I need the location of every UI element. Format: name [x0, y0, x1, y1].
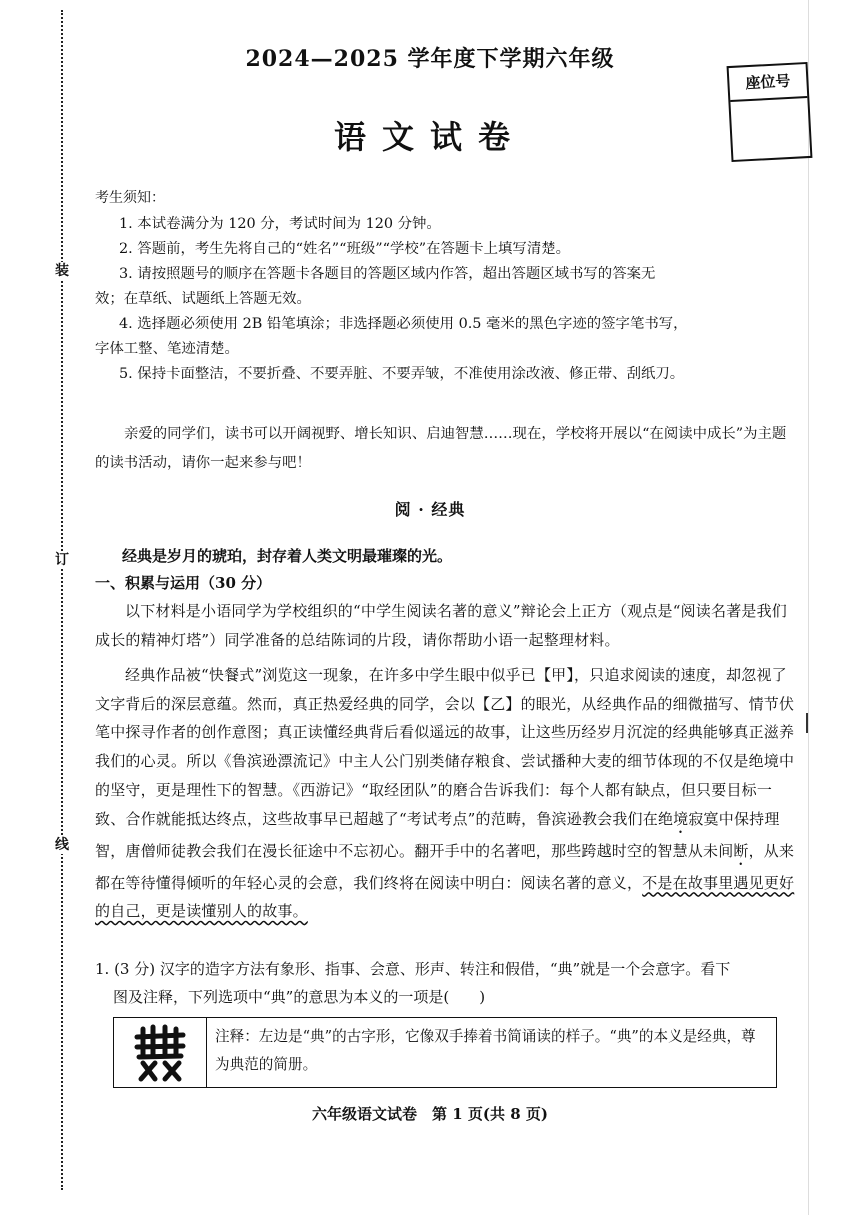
emphasis-char: 境	[673, 809, 689, 828]
seat-number-box	[727, 62, 813, 162]
question-1-figure-box	[113, 1017, 777, 1088]
notice-item: 2. 答题前，考生先将自己的“姓名”“班级”“学校”在答题卡上填写清楚。	[119, 241, 570, 257]
wavy-underlined-sentence: 不是在故事里遇见更好的自己，更是读懂别人的故事。	[95, 873, 795, 921]
notice-item: 5. 保持卡面整洁，不要折叠、不要弄脏、不要弄皱，不准使用涂改液、修正带、刮纸刀。	[119, 366, 685, 382]
notice-item: 3. 请按照题号的顺序在答题卡各题目的答题区域内作答，超出答题区域书写的答案无	[119, 266, 656, 282]
notice-title: 考生须知：	[95, 190, 165, 206]
question-1-note: 注释：左边是“典”的古字形，它像双手捧着书简诵读的样子。“典”的本义是经典，尊为典范的简册。	[215, 1028, 756, 1073]
material-passage: 经典作品被“快餐式”浏览这一现象，在许多中学生眼中似乎已【甲】，只追求阅读的速度，却忽视了文字背后的深层意蕴。然而，真正热爱经典的同学，会以【乙】的眼光，从经典作品的细微描写、情节伏笔中探寻作者的创作意图；真正读懂经典背后看似遥远的故事，让这些历经岁月沉淀的经典能够真正滋养我们的心灵。所以《鲁滨逊漂流记》中主人公门别类储存粮食、尝试播种大麦的细节体现的不仅是绝境中的坚守，更是理性下的智慧。《西游记》“取经团队”的磨合告诉我们：每个人都有缺点，但只要目标一致、合作就能抵达终点，这些故事早已超越了“考试考点”的范畴，鲁滨逊教会我们在绝境寂寞中保持理智，唐僧师徒教会我们在漫长征途中不忘初心。翻开手中的名著吧，那些跨越时空的智慧从未间断，从来都在等待懂得倾听的年轻心灵的会意，我们终将在阅读中明白：阅读名著的意义，不是在故事里遇见更好的自己，更是读懂别人的故事。	[95, 666, 795, 921]
notice-item: 字体工整、笔迹清楚。	[95, 341, 239, 357]
exam-subtitle: 语文试卷	[333, 118, 526, 156]
question-1-stem: 1. (3 分) 汉字的造字方法有象形、指事、会意、形声、转注和假借，“典”就是一个会意字。看下 图及注释，下列选项中“典”的意思为本义的一项是( )	[95, 960, 731, 1006]
section-motto: 经典是岁月的琥珀，封存着人类文明最璀璨的光。	[122, 547, 453, 565]
part-title: 一、积累与运用（30 分）	[95, 574, 272, 592]
exam-title: 2024—2025 学年度下学期六年级	[245, 46, 615, 72]
margin-mark	[806, 713, 808, 733]
page-edge-rule	[808, 0, 809, 1215]
notice-item: 1. 本试卷满分为 120 分，考试时间为 120 分钟。	[119, 216, 441, 232]
binding-label-zhuang: 装	[55, 263, 69, 279]
binding-label-ding: 订	[55, 552, 69, 568]
emphasis-char: 断	[733, 841, 749, 860]
material-intro-paragraph: 以下材料是小语同学为学校组织的“中学生阅读名著的意义”辩论会上正方（观点是“阅读名著是我们成长的精神灯塔”）同学准备的总结陈词的片段，请你帮助小语一起整理材料。	[95, 602, 788, 649]
seat-number-label: 座位号	[729, 64, 808, 102]
notice-item: 4. 选择题必须使用 2B 铅笔填涂；非选择题必须使用 0.5 毫米的黑色字迹的签字笔书写，	[119, 316, 688, 332]
binding-label-xian: 线	[55, 837, 69, 853]
section-heading: 阅 · 经典	[394, 500, 466, 519]
notice-item: 效；在草纸、试题纸上答题无效。	[95, 291, 311, 307]
ancient-dian-glyph-icon	[114, 1018, 207, 1087]
page-footer: 六年级语文试卷 第 1 页(共 8 页)	[312, 1105, 548, 1123]
binding-dashed-line	[61, 10, 63, 1190]
intro-paragraph: 亲爱的同学们，读书可以开阔视野、增长知识、启迪智慧……现在，学校将开展以“在阅读中成长”为主题的读书活动，请你一起来参与吧！	[95, 426, 787, 471]
